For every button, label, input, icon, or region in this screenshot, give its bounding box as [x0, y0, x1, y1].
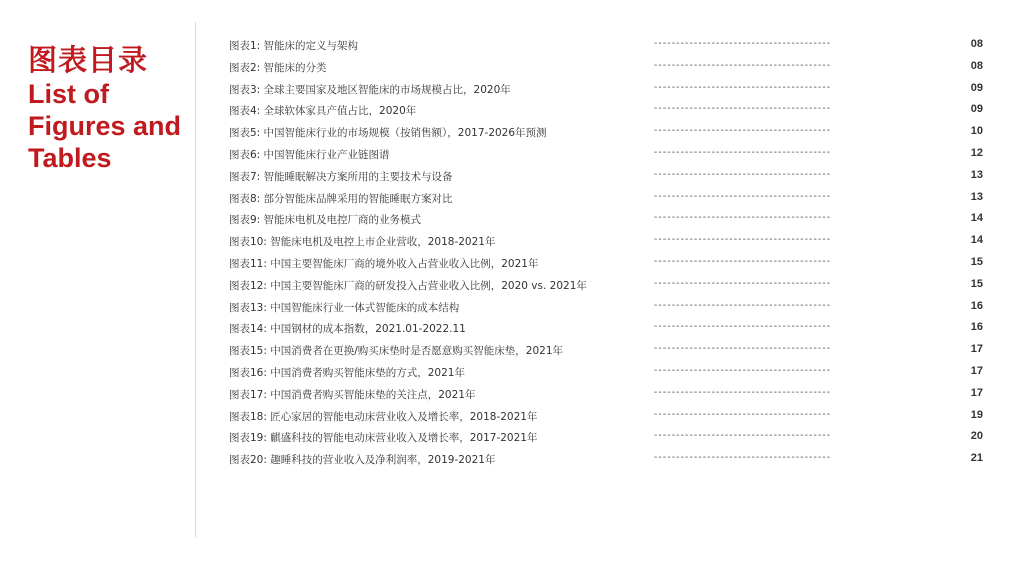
- toc-leader-dashes: ----------------------------------------: [654, 103, 832, 115]
- toc-page-number: 15: [970, 277, 983, 290]
- toc-row[interactable]: [229, 339, 985, 361]
- toc-leader-dashes: ----------------------------------------: [654, 343, 832, 355]
- vertical-divider: [195, 22, 196, 537]
- figure-list: [229, 34, 985, 470]
- toc-page-number: 14: [970, 212, 983, 225]
- toc-leader-dashes: ----------------------------------------: [654, 168, 832, 180]
- toc-page-number: 17: [970, 386, 983, 399]
- toc-page-number: 10: [970, 125, 983, 138]
- toc-row[interactable]: [229, 296, 985, 318]
- toc-entry-title: 图表17: 中国消费者购买智能床垫的关注点，2021年: [229, 388, 476, 401]
- toc-leader-dashes: ----------------------------------------: [654, 386, 832, 398]
- page-title-block: [28, 42, 193, 174]
- toc-leader-dashes: ----------------------------------------: [654, 364, 832, 376]
- toc-page-number: 17: [970, 364, 983, 377]
- toc-entry-title: 图表19: 麒盛科技的智能电动床营业收入及增长率，2017-2021年: [229, 432, 538, 445]
- toc-row[interactable]: [229, 121, 985, 143]
- toc-page-number: 16: [970, 299, 983, 312]
- page-title-english: List of Figures and Tables: [28, 79, 182, 173]
- toc-entry-title: 图表9: 智能床电机及电控厂商的业务模式: [229, 214, 422, 227]
- toc-leader-dashes: ----------------------------------------: [654, 81, 832, 93]
- toc-entry-title: 图表8: 部分智能床品牌采用的智能睡眠方案对比: [229, 192, 453, 205]
- toc-leader-dashes: ----------------------------------------: [654, 277, 832, 289]
- toc-page-number: 17: [970, 343, 983, 356]
- toc-page-number: 08: [970, 38, 983, 50]
- toc-leader-dashes: ----------------------------------------: [654, 146, 832, 158]
- toc-leader-dashes: ----------------------------------------: [654, 430, 832, 442]
- toc-leader-dashes: ----------------------------------------: [654, 408, 832, 420]
- toc-row[interactable]: [229, 230, 985, 252]
- toc-leader-dashes: ----------------------------------------: [654, 299, 832, 311]
- toc-leader-dashes: ----------------------------------------: [654, 321, 832, 333]
- toc-row[interactable]: [229, 252, 985, 274]
- toc-entry-title: 图表1: 智能床的定义与架构: [229, 40, 359, 52]
- toc-leader-dashes: ----------------------------------------: [654, 212, 832, 224]
- toc-row[interactable]: [229, 56, 985, 78]
- toc-page-number: 15: [970, 255, 983, 268]
- toc-entry-title: 图表20: 趣睡科技的营业收入及净利润率，2019-2021年: [229, 454, 496, 467]
- toc-entry-title: 图表16: 中国消费者购买智能床垫的方式，2021年: [229, 366, 465, 379]
- toc-entry-title: 图表3: 全球主要国家及地区智能床的市场规模占比，2020年: [229, 83, 511, 96]
- toc-entry-title: 图表2: 智能床的分类: [229, 61, 327, 74]
- toc-entry-title: 图表15: 中国消费者在更换/购买床垫时是否愿意购买智能床垫，2021年: [229, 345, 563, 358]
- toc-page-number: 19: [970, 408, 983, 421]
- toc-row[interactable]: [229, 165, 985, 187]
- toc-page-number: 09: [970, 81, 983, 94]
- toc-row[interactable]: [229, 383, 985, 405]
- toc-row[interactable]: [229, 426, 985, 448]
- toc-page-number: 16: [970, 321, 983, 334]
- toc-row[interactable]: [229, 143, 985, 165]
- toc-page-number: 13: [970, 190, 983, 203]
- toc-row[interactable]: [229, 317, 985, 339]
- toc-entry-title: 图表5: 中国智能床行业的市场规模（按销售额），2017-2026年预测: [229, 127, 547, 140]
- toc-leader-dashes: ----------------------------------------: [654, 234, 832, 246]
- toc-row[interactable]: [229, 78, 985, 100]
- toc-entry-title: 图表7: 智能睡眠解决方案所用的主要技术与设备: [229, 170, 453, 183]
- toc-page-number: 21: [970, 452, 983, 465]
- toc-row[interactable]: [229, 361, 985, 383]
- toc-entry-title: 图表13: 中国智能床行业一体式智能床的成本结构: [229, 301, 460, 314]
- toc-leader-dashes: ----------------------------------------: [654, 190, 832, 202]
- toc-leader-dashes: ----------------------------------------: [654, 452, 832, 464]
- toc-row[interactable]: [229, 405, 985, 427]
- toc-entry-title: 图表4: 全球软体家具产值占比，2020年: [229, 105, 417, 118]
- toc-row[interactable]: [229, 34, 985, 56]
- toc-entry-title: 图表18: 匠心家居的智能电动床营业收入及增长率，2018-2021年: [229, 410, 538, 423]
- toc-entry-title: 图表6: 中国智能床行业产业链图谱: [229, 148, 390, 161]
- toc-page-number: 13: [970, 168, 983, 181]
- toc-row[interactable]: [229, 274, 985, 296]
- toc-entry-title: 图表14: 中国钢材的成本指数，2021.01-2022.11: [229, 323, 466, 336]
- toc-entry-title: 图表12: 中国主要智能床厂商的研发投入占营业收入比例，2020 vs. 2021年: [229, 279, 587, 292]
- toc-row[interactable]: [229, 99, 985, 121]
- toc-page-number: 08: [970, 59, 983, 72]
- toc-leader-dashes: ----------------------------------------: [654, 125, 832, 137]
- toc-leader-dashes: ----------------------------------------: [654, 38, 832, 49]
- toc-entry-title: 图表11: 中国主要智能床厂商的境外收入占营业收入比例，2021年: [229, 257, 539, 270]
- toc-leader-dashes: ----------------------------------------: [654, 59, 832, 71]
- toc-row[interactable]: [229, 187, 985, 209]
- toc-leader-dashes: ----------------------------------------: [654, 255, 832, 267]
- toc-page-number: 20: [970, 430, 983, 443]
- toc-row[interactable]: [229, 208, 985, 230]
- toc-page-number: 12: [970, 146, 983, 159]
- toc-page-number: 14: [970, 234, 983, 247]
- toc-entry-title: 图表10: 智能床电机及电控上市企业营收，2018-2021年: [229, 236, 496, 249]
- page-title-chinese: 图表目录: [28, 43, 149, 77]
- toc-page-number: 09: [970, 103, 983, 116]
- toc-row[interactable]: [229, 448, 985, 470]
